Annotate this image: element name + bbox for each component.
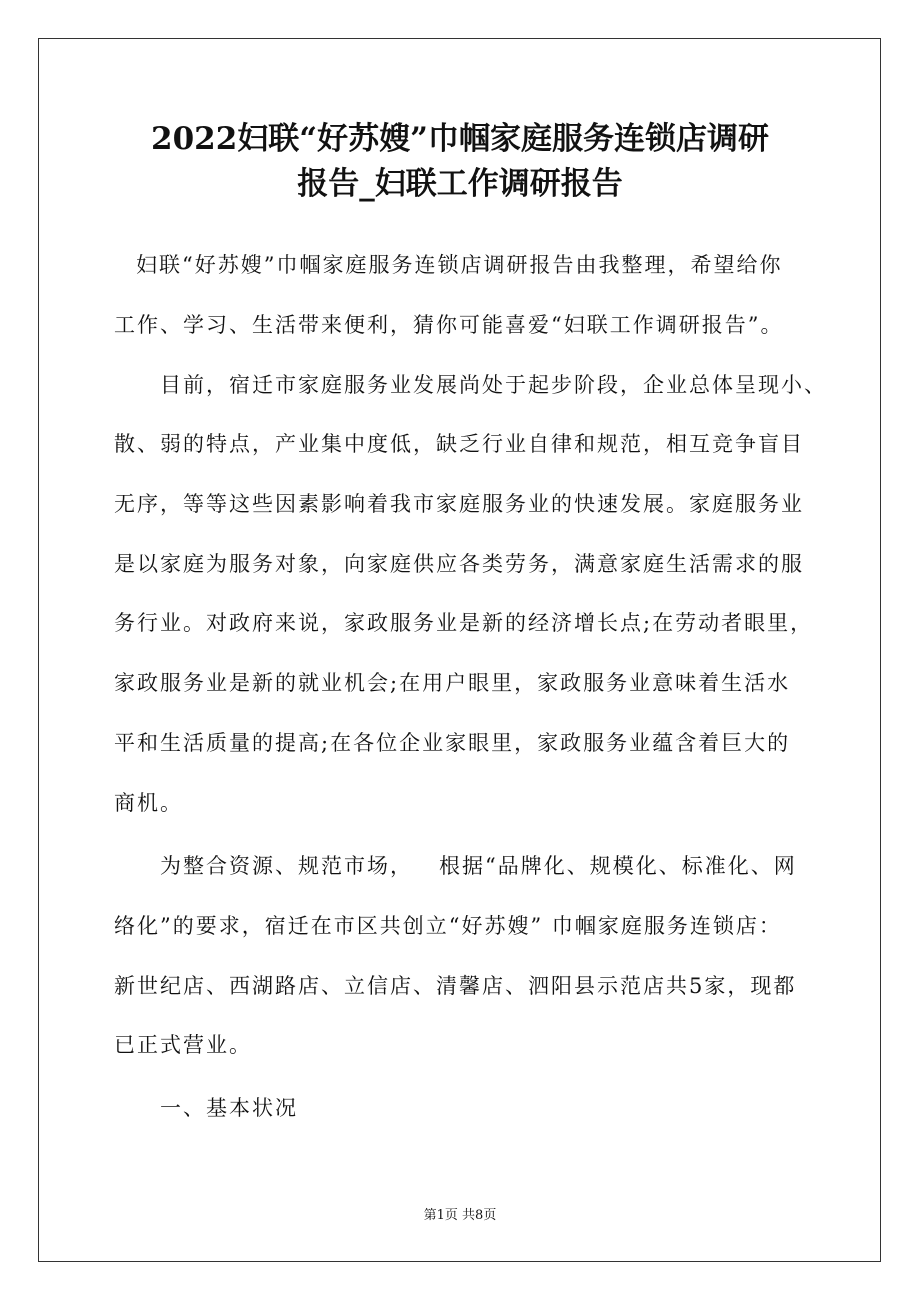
page-border — [38, 38, 881, 1262]
paragraph-1-line-1: 目前，宿迁市家庭服务业发展尚处于起步阶段，企业总体呈现小、 — [160, 373, 827, 397]
paragraph-2-line-1: 为整合资源、规范市场， 根据“品牌化、规模化、标准化、网 — [160, 854, 797, 878]
document-title-line-1: 2022妇联“好苏嫂”巾帼家庭服务连锁店调研 — [151, 121, 769, 157]
intro-line-1: 妇联“好苏嫂”巾帼家庭服务连锁店调研报告由我整理，希望给你 — [136, 253, 783, 277]
paragraph-2-line-3: 新世纪店、西湖路店、立信店、清馨店、泗阳县示范店共5家，现都 — [114, 974, 797, 998]
paragraph-2-line-4: 已正式营业。 — [114, 1033, 252, 1057]
paragraph-2-line-2: 络化”的要求，宿迁在市区共创立“好苏嫂” 巾帼家庭服务连锁店： — [114, 914, 782, 938]
paragraph-1-line-8: 商机。 — [114, 791, 183, 815]
intro-line-2: 工作、学习、生活带来便利，猜你可能喜爱“妇联工作调研报告”。 — [114, 313, 784, 337]
page-footer: 第1页 共8页 — [423, 1208, 497, 1223]
document-title-line-2: 报告_妇联工作调研报告 — [297, 166, 623, 202]
paragraph-1-line-6: 家政服务业是新的就业机会;在用户眼里，家政服务业意味着生活水 — [114, 671, 791, 695]
paragraph-1-line-4: 是以家庭为服务对象，向家庭供应各类劳务，满意家庭生活需求的服 — [114, 552, 804, 576]
paragraph-1-line-3: 无序，等等这些因素影响着我市家庭服务业的快速发展。家庭服务业 — [114, 492, 804, 516]
paragraph-1-line-2: 散、弱的特点，产业集中度低，缺乏行业自律和规范，相互竞争盲目 — [114, 432, 804, 456]
section-heading: 一、基本状况 — [160, 1096, 298, 1120]
paragraph-1-line-7: 平和生活质量的提高;在各位企业家眼里，家政服务业蕴含着巨大的 — [114, 731, 791, 755]
paragraph-1-line-5: 务行业。对政府来说，家政服务业是新的经济增长点;在劳动者眼里， — [114, 611, 814, 635]
